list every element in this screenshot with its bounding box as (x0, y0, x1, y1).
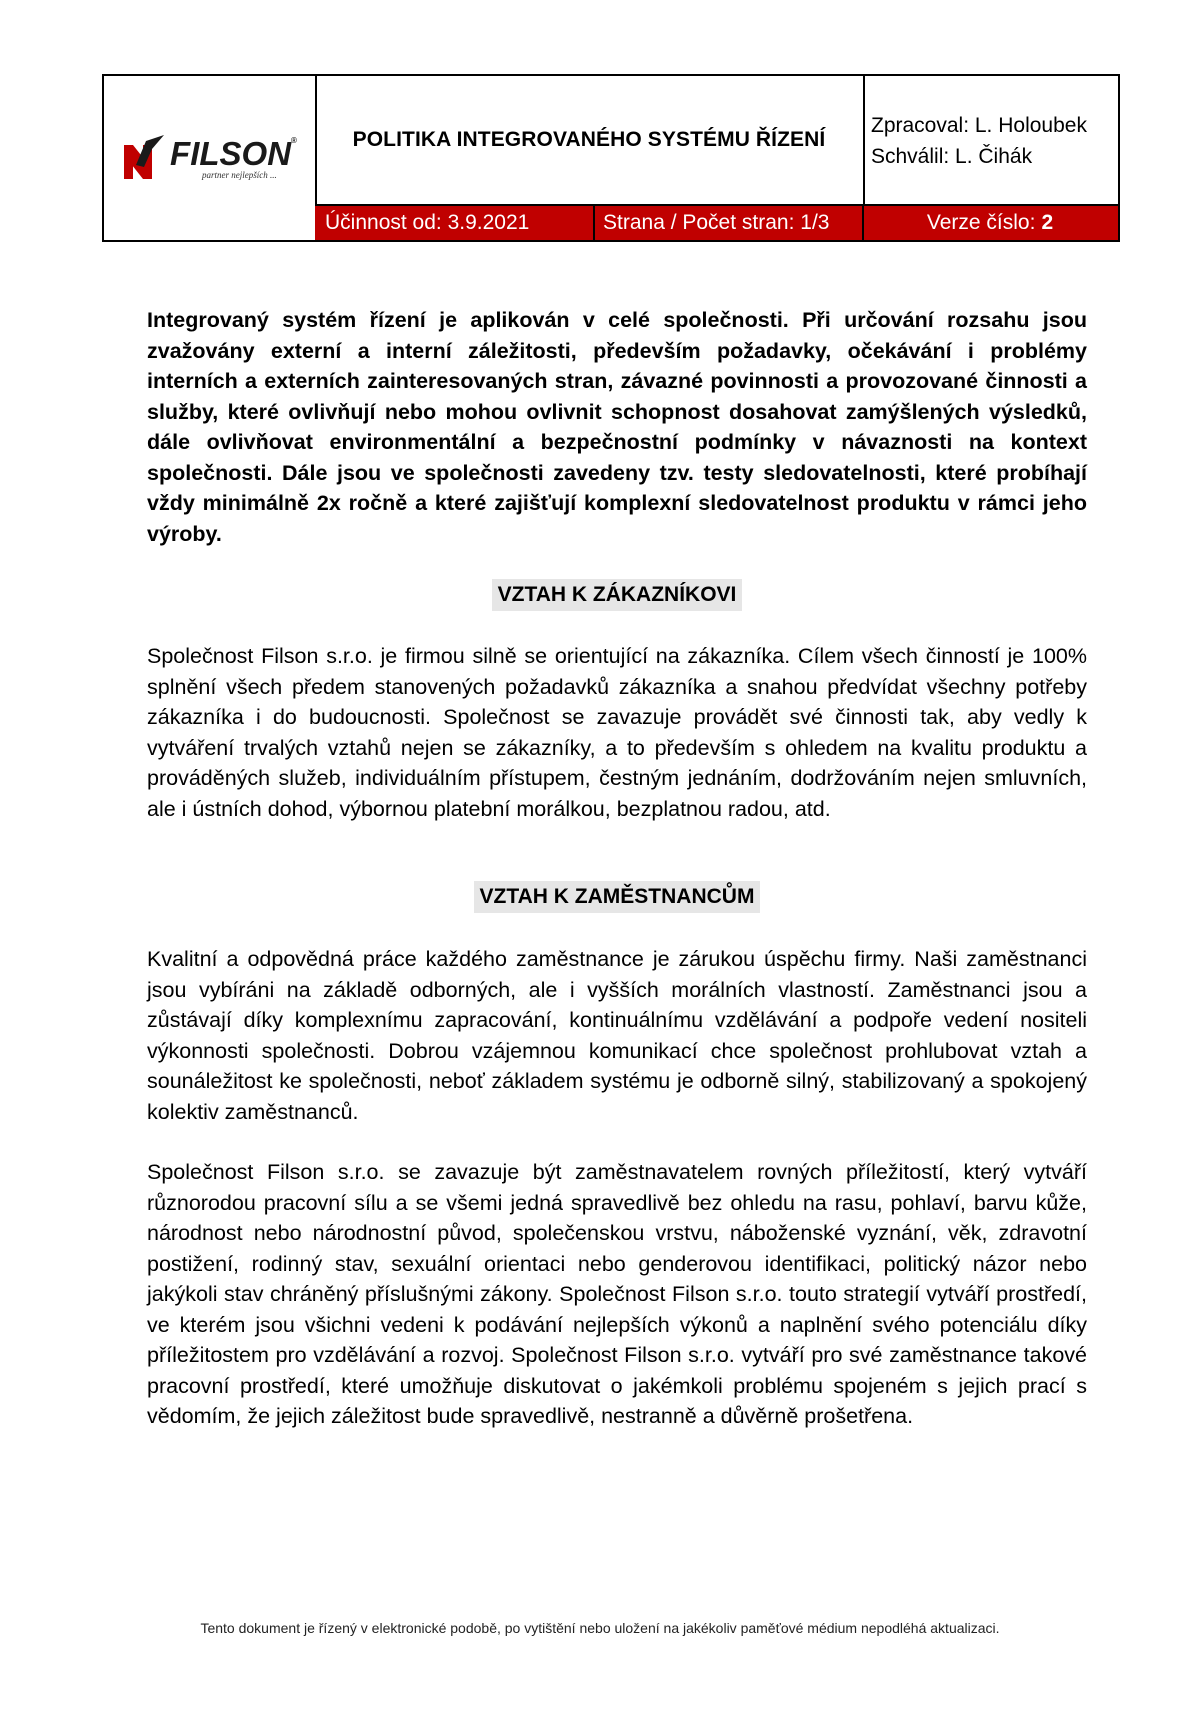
title-cell (315, 76, 865, 204)
logo-cell (104, 76, 317, 240)
employees-paragraph-1: Kvalitní a odpovědná práce každého zaměstnance je zárukou úspěchu firmy. Naši zaměstnanci jsou vybíráni na základě odborných, ale i vyšších morálních vlastností. Zaměstnanci jsou a zůstávají díky komplexnímu zapracování, kontinuálnímu vzdělávání a podpoře vedení nositeli výkonnosti společnosti. Dobrou vzájemnou komunikací chce společnost prohlubovat vztah a sounáležitost ke společnosti, neboť základem systému je odborně silný, stabilizovaný a spokojený kolektiv zaměstnanců. (147, 947, 1087, 1124)
logo-wordmark: FILSON® (170, 134, 297, 172)
filson-logo-mark-icon (122, 135, 166, 181)
page-count: Strana / Počet stran: 1/3 (595, 206, 864, 240)
approved-by: Schválil: L. Čihák (871, 145, 1033, 168)
intro-paragraph: Integrovaný systém řízení je aplikován v celé společnosti. Při určování rozsahu jsou zvažovány externí a interní záležitosti, především požadavky, očekávání i problémy interních a externích zainteresovaných stran, závazné povinnosti a provozované činnosti a služby, které ovlivňují nebo mohou ovlivnit schopnost dosahovat zamýšlených výsledků, dále ovlivňovat environmentální a bezpečnostní podmínky v návaznosti na kontext společnosti. Dále jsou ve společnosti zavedeny tzv. testy sledovatelnosti, které probíhají vždy minimálně 2x ročně a které zajišťují komplexní sledovatelnost produktu v rámci jeho výroby. (147, 308, 1087, 546)
approval-cell (863, 76, 1118, 204)
document-title: POLITIKA INTEGROVANÉHO SYSTÉMU ŘÍZENÍ (352, 128, 826, 151)
prepared-by: Zpracoval: L. Holoubek (871, 114, 1087, 137)
document-header-table (102, 74, 1120, 242)
logo-slogan: partner nejlepších ... (202, 169, 277, 180)
section-heading-wrap (147, 579, 1087, 611)
version-info (864, 206, 1116, 240)
document-info-bar (315, 204, 1118, 240)
section-heading-wrap (147, 881, 1087, 913)
version-label: Verze číslo: (926, 211, 1036, 234)
customer-paragraph: Společnost Filson s.r.o. je firmou silně se orientující na zákazníka. Cílem všech činností je 100% splnění všech předem stanovených požadavků zákazníka a snahou předvídat všechny potřeby zákazníka i do budoucnosti. Společnost se zavazuje provádět své činnosti tak, aby vedly k vytváření trvalých vztahů nejen se zákazníky, a to především s ohledem na kvalitu produktu a prováděných služeb, individuálním přístupem, čestným jednáním, dodržováním nejen smluvních, ale i ústních dohod, výbornou platební morálkou, bezplatnou radou, atd. (147, 644, 1087, 821)
version-number: 2 (1041, 211, 1054, 234)
document-body (147, 305, 1087, 1432)
section-heading-customer: VZTAH K ZÁKAZNÍKOVI (492, 579, 743, 611)
company-logo (122, 135, 297, 181)
effective-date: Účinnost od: 3.9.2021 (315, 206, 595, 240)
document-footer-note: Tento dokument je řízený v elektronické podobě, po vytištění nebo uložení na jakékoliv paměťové médium nepodléhá aktualizaci. (200, 1620, 1000, 1636)
section-heading-employees: VZTAH K ZAMĚSTNANCŮM (474, 881, 761, 913)
employees-paragraph-2: Společnost Filson s.r.o. se zavazuje být zaměstnavatelem rovných příležitostí, který vytváří různorodou pracovní sílu a se všemi jedná spravedlivě bez ohledu na rasu, pohlaví, barvu kůže, národnost nebo národnostní původ, společenskou vrstvu, náboženské vyznání, věk, zdravotní postižení, rodinný stav, sexuální orientaci nebo genderovou identifikaci, politický názor nebo jakýkoli stav chráněný příslušnými zákony. Společnost Filson s.r.o. touto strategií vytváří prostředí, ve kterém jsou všichni vedeni k podávání nejlepších výkonů a naplnění svého potenciálu díky příležitostem pro vzdělávání a rozvoj. Společnost Filson s.r.o. vytváří pro své zaměstnance takové pracovní prostředí, které umožňuje diskutovat o jakémkoli problému spojeném s jejich prací s vědomím, že jejich záležitost bude spravedlivě, nestranně a důvěrně prošetřena. (147, 1160, 1087, 1428)
